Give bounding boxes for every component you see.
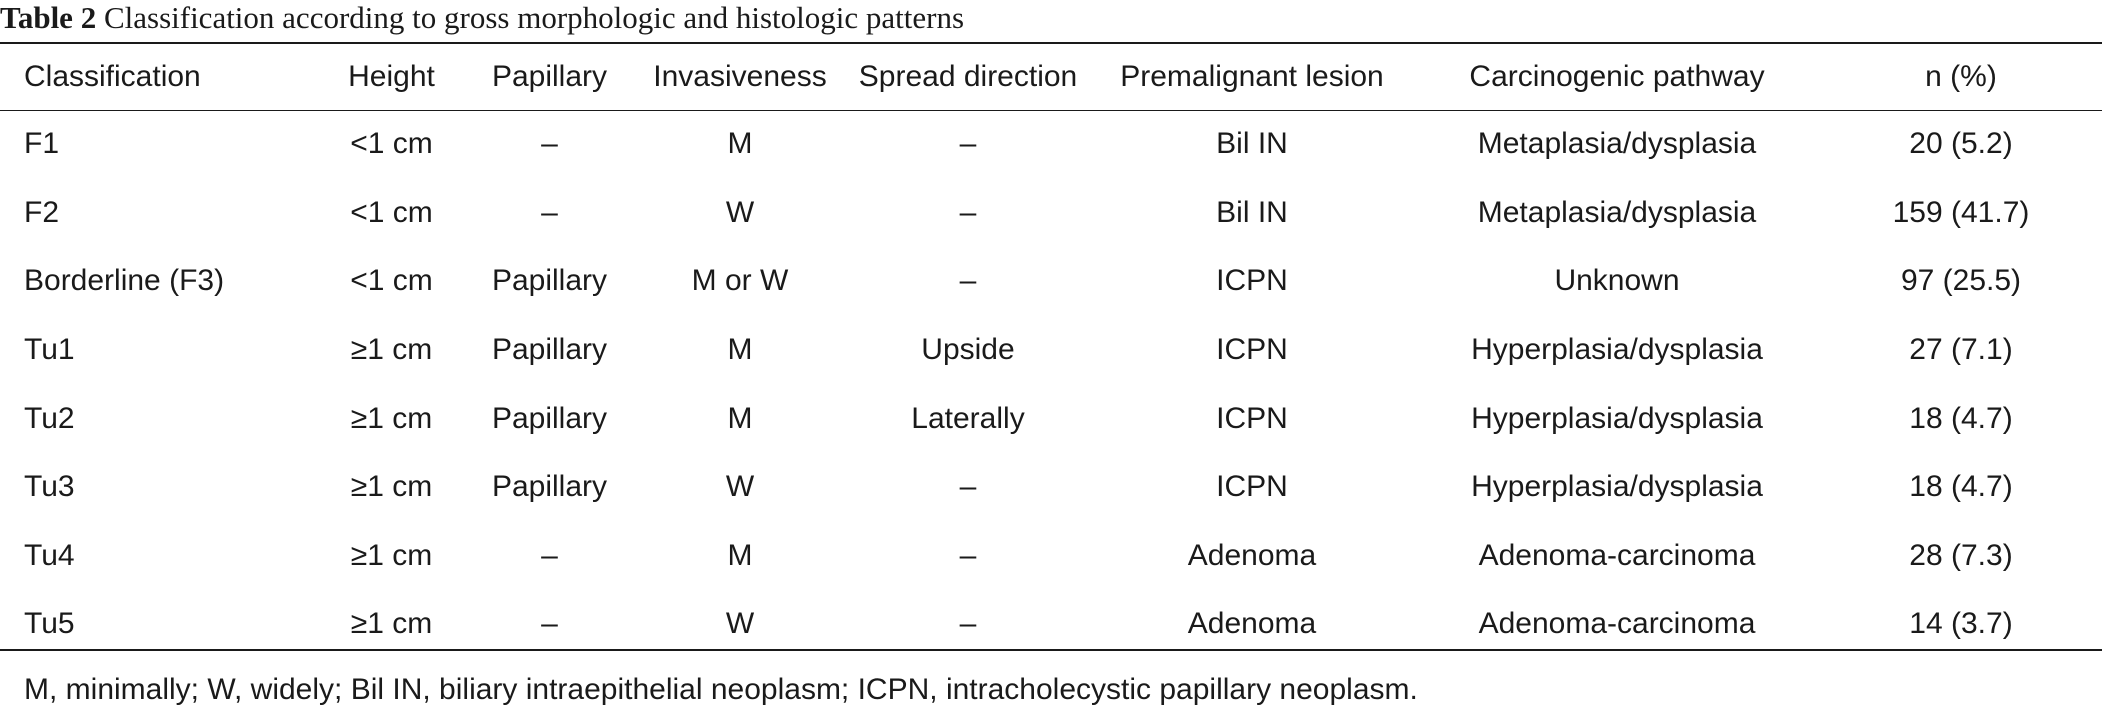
header-papillary: Papillary (491, 60, 608, 93)
cell-spread-direction: – (959, 264, 977, 298)
cell-invasiveness: W (725, 470, 755, 504)
cell-carcinogenic-pathway: Unknown (1554, 264, 1680, 298)
header-n-percent: n (%) (1925, 60, 1997, 93)
cell-premalignant-lesion: ICPN (1216, 333, 1288, 367)
cell-carcinogenic-pathway: Metaplasia/dysplasia (1477, 195, 1757, 229)
header-classification: Classification (24, 60, 201, 93)
cell-n-percent: 159 (41.7) (1892, 195, 2030, 229)
cell-papillary: – (541, 127, 558, 161)
cell-carcinogenic-pathway: Adenoma-carcinoma (1478, 538, 1756, 572)
cell-premalignant-lesion: ICPN (1216, 264, 1288, 298)
table-caption (0, 0, 964, 42)
table-row (0, 384, 2102, 453)
cell-spread-direction: – (959, 607, 977, 641)
cell-invasiveness: M (727, 538, 753, 572)
table-title: Classification according to gross morphologic and histologic patterns (103, 0, 965, 35)
cell-classification: Tu1 (24, 333, 75, 367)
cell-height: ≥1 cm (350, 470, 433, 504)
cell-invasiveness: W (725, 607, 755, 641)
cell-height: ≥1 cm (350, 607, 433, 641)
cell-papillary: Papillary (491, 470, 608, 504)
cell-n-percent: 20 (5.2) (1909, 127, 2013, 161)
cell-invasiveness: M (727, 333, 753, 367)
cell-carcinogenic-pathway: Hyperplasia/dysplasia (1471, 333, 1763, 367)
cell-premalignant-lesion: Adenoma (1187, 538, 1317, 572)
cell-spread-direction: – (959, 195, 977, 229)
cell-invasiveness: W (725, 195, 755, 229)
cell-premalignant-lesion: Bil IN (1216, 127, 1288, 161)
cell-classification: F1 (24, 127, 60, 161)
cell-papillary: – (541, 607, 558, 641)
cell-invasiveness: M (727, 401, 753, 435)
table-row (0, 247, 2102, 316)
cell-height: ≥1 cm (350, 333, 433, 367)
table-row (0, 179, 2102, 248)
cell-premalignant-lesion: ICPN (1216, 470, 1288, 504)
table-number: Table 2 (0, 0, 97, 35)
cell-carcinogenic-pathway: Hyperplasia/dysplasia (1471, 401, 1763, 435)
cell-classification: Tu5 (24, 607, 75, 641)
cell-invasiveness: M or W (691, 264, 789, 298)
cell-carcinogenic-pathway: Metaplasia/dysplasia (1477, 127, 1757, 161)
cell-n-percent: 28 (7.3) (1909, 538, 2013, 572)
header-row (0, 44, 2102, 110)
cell-n-percent: 18 (4.7) (1909, 470, 2013, 504)
cell-premalignant-lesion: ICPN (1216, 401, 1288, 435)
cell-classification: F2 (24, 195, 60, 229)
cell-papillary: Papillary (491, 264, 608, 298)
table-footnote: M, minimally; W, widely; Bil IN, biliary intraepithelial neoplasm; ICPN, intracholecystic papillary neoplasm. (24, 673, 1418, 706)
header-invasiveness: Invasiveness (653, 60, 827, 93)
header-premalignant-lesion: Premalignant lesion (1120, 60, 1384, 93)
cell-classification: Tu2 (24, 401, 75, 435)
table-row (0, 522, 2102, 591)
header-carcinogenic-pathway: Carcinogenic pathway (1469, 60, 1765, 93)
cell-spread-direction: Upside (921, 333, 1015, 367)
cell-n-percent: 18 (4.7) (1909, 401, 2013, 435)
table-row (0, 110, 2102, 179)
cell-papillary: – (541, 195, 558, 229)
cell-n-percent: 14 (3.7) (1909, 607, 2013, 641)
cell-height: ≥1 cm (350, 538, 433, 572)
cell-spread-direction: – (959, 470, 977, 504)
cell-premalignant-lesion: Adenoma (1187, 607, 1317, 641)
cell-carcinogenic-pathway: Hyperplasia/dysplasia (1471, 470, 1763, 504)
classification-table (0, 44, 2102, 659)
cell-spread-direction: Laterally (911, 401, 1025, 435)
cell-classification: Tu3 (24, 470, 75, 504)
cell-carcinogenic-pathway: Adenoma-carcinoma (1478, 607, 1756, 641)
cell-height: ≥1 cm (350, 401, 433, 435)
cell-spread-direction: – (959, 538, 977, 572)
table-row (0, 590, 2102, 659)
cell-n-percent: 97 (25.5) (1900, 264, 2022, 298)
cell-height: <1 cm (350, 127, 433, 161)
cell-invasiveness: M (727, 127, 753, 161)
cell-premalignant-lesion: Bil IN (1216, 195, 1288, 229)
cell-papillary: Papillary (491, 401, 608, 435)
table-row (0, 316, 2102, 385)
cell-papillary: – (541, 538, 558, 572)
cell-height: <1 cm (350, 195, 433, 229)
header-spread-direction: Spread direction (858, 60, 1078, 93)
cell-spread-direction: – (959, 127, 977, 161)
table-row (0, 453, 2102, 522)
header-height: Height (348, 60, 435, 93)
cell-classification: Tu4 (24, 538, 75, 572)
cell-papillary: Papillary (491, 333, 608, 367)
cell-height: <1 cm (350, 264, 433, 298)
cell-n-percent: 27 (7.1) (1909, 333, 2013, 367)
cell-classification: Borderline (F3) (24, 264, 225, 298)
